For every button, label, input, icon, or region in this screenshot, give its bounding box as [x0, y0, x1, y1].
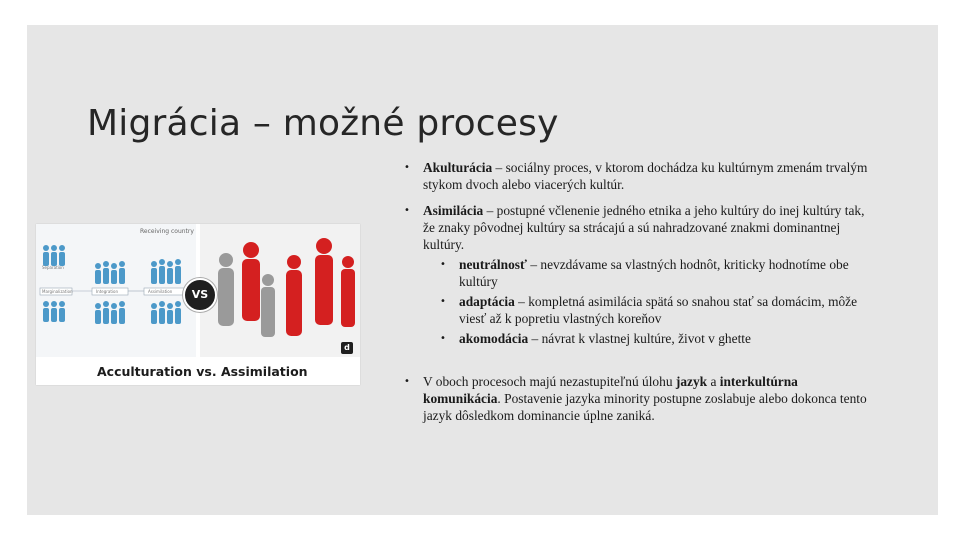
- sub-bullet-term: neutrálnosť: [459, 257, 527, 272]
- sub-bullet-adaptacia: [404, 293, 874, 327]
- vs-badge: VS: [183, 278, 217, 312]
- bullet-dot-icon: •: [404, 376, 410, 387]
- figure-caption: Acculturation vs. Assimilation: [97, 364, 308, 379]
- bullet-dot-icon: •: [440, 333, 446, 344]
- integration-label: Integration: [96, 289, 119, 294]
- acculturation-figure: [36, 224, 360, 385]
- bullet-akulturacia: [404, 159, 874, 193]
- bullet-dot-icon: •: [440, 296, 446, 307]
- bullet-term: interkultúrna komunikácia: [423, 374, 798, 406]
- bullet-text: – postupné včlenenie jedného etnika a jeho kultúry do inej kultúry tak, že znaky pôvodnej kultúry sa strácajú a sú nahradzované znakmi dominantnej kultúry.: [423, 203, 865, 252]
- bullet-text: V oboch procesoch majú nezastupiteľnú úlohu: [423, 374, 676, 389]
- bullet-text: a: [707, 374, 720, 389]
- bullet-term: jazyk: [675, 374, 708, 389]
- sub-bullet-text: – nevzdávame sa vlastných hodnôt, kriticky hodnotíme obe kultúry: [459, 257, 849, 289]
- bullet-dot-icon: •: [440, 259, 446, 270]
- slide-title: Migrácia – možné procesy: [87, 103, 559, 144]
- sub-bullet-text: – kompletná asimilácia spätá so snahou stať sa domácim, môže viesť až k popretiu vlastných koreňov: [459, 294, 858, 326]
- bullet-term: Asimilácia: [423, 203, 484, 218]
- receiving-country-label: Receiving country: [140, 228, 194, 235]
- publisher-logo: d: [341, 342, 353, 354]
- bullet-jazyk: [404, 373, 874, 424]
- sub-bullet-akomodacia: [404, 330, 874, 347]
- bullet-asimilacia: [404, 202, 874, 253]
- bullet-dot-icon: •: [404, 162, 410, 173]
- bullet-dot-icon: •: [404, 205, 410, 216]
- sub-bullet-term: adaptácia: [459, 294, 515, 309]
- slide-content: [404, 159, 874, 424]
- assimilation-label: Assimilation: [148, 289, 173, 294]
- sub-bullet-neutralnost: [404, 256, 874, 290]
- bullet-text: – sociálny proces, v ktorom dochádza ku kultúrnym zmenám trvalým stykom dvoch alebo viacerých kultúr.: [423, 160, 868, 192]
- sub-bullet-text: – návrat k vlastnej kultúre, život v ghette: [528, 331, 751, 346]
- sub-bullet-term: akomodácia: [459, 331, 529, 346]
- separation-label: Separation: [42, 265, 64, 270]
- bullet-term: Akulturácia: [423, 160, 493, 175]
- bullet-text: . Postavenie jazyka minority postupne zoslabuje alebo dokonca tento jazyk dôsledkom dominancie úplne zaniká.: [423, 391, 867, 423]
- marginalization-label: Marginalization: [42, 289, 73, 294]
